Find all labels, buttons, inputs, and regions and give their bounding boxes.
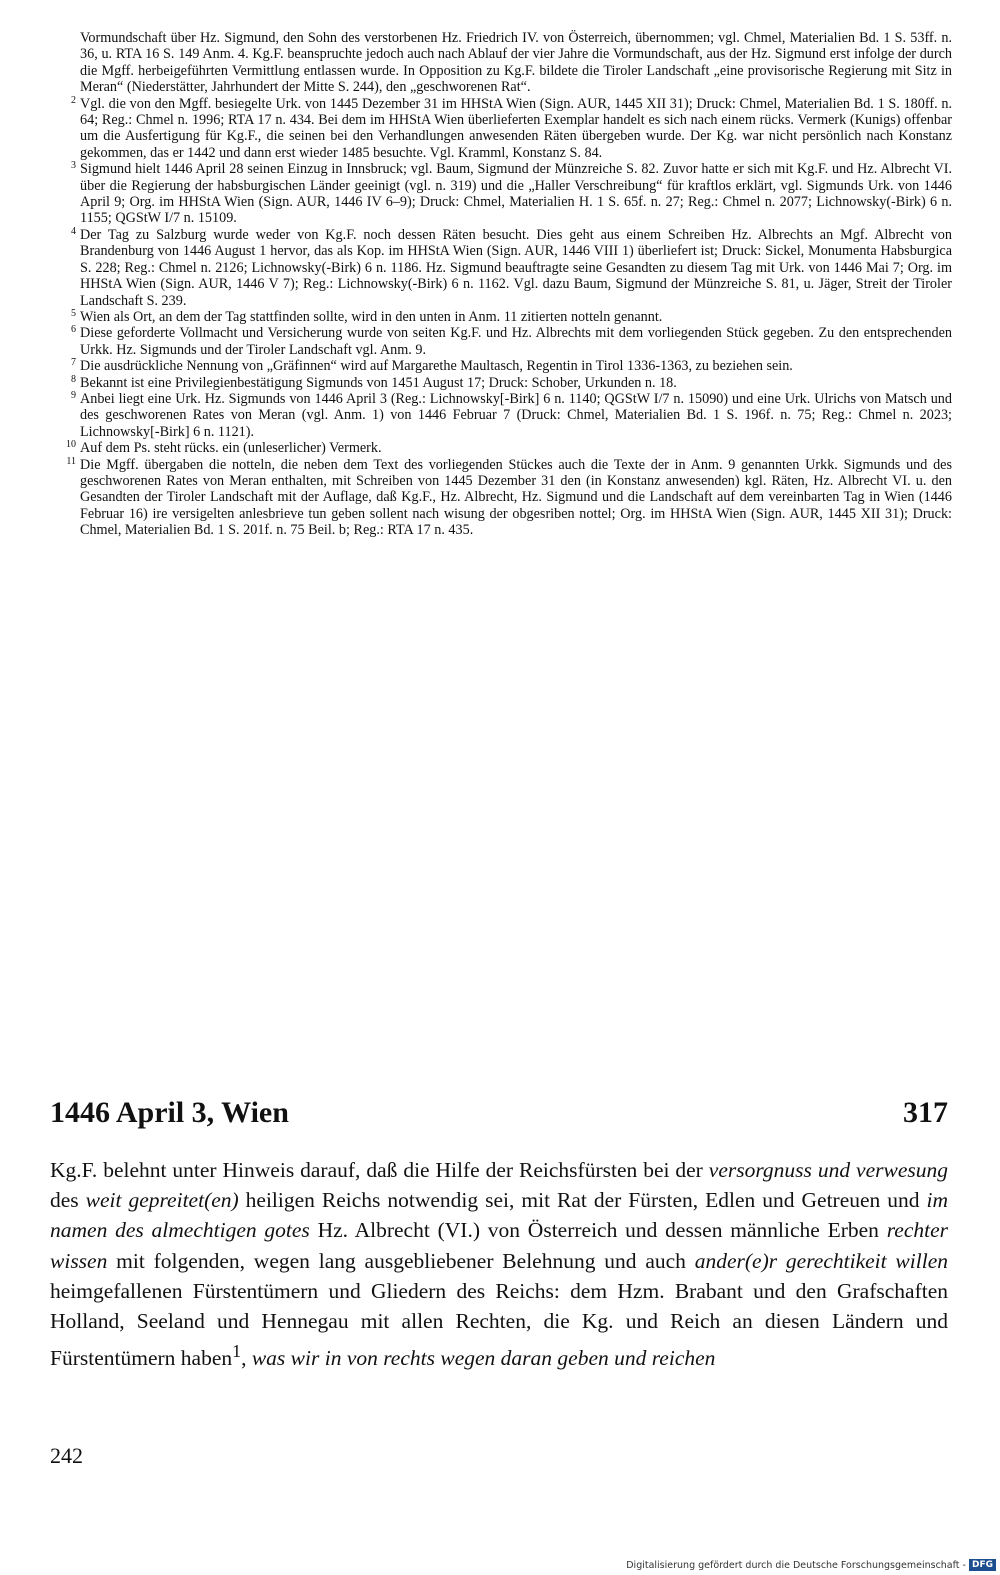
- regest-quote: versorgnuss und verwesung: [708, 1158, 948, 1182]
- footnote: [62, 309, 952, 325]
- footnote-number: 7: [71, 357, 76, 369]
- footnote-number: 8: [71, 373, 76, 385]
- footnote-text: Diese geforderte Vollmacht und Versicherung wurde von seiten Kg.F. und Hz. Albrechts mit dem vorliegenden Stück gegeben. Zu den entsprechenden Urkk. Hz. Sigmunds und der Tiroler Landschaft vgl. Anm. 9.: [80, 325, 952, 358]
- regest-part: ,: [241, 1346, 252, 1371]
- footnote-number: 4: [71, 225, 76, 237]
- footnote-list: [62, 96, 952, 539]
- regest-quote: ander(e)r gerechtikeit willen: [694, 1248, 948, 1273]
- footnote-text: Bekannt ist eine Privilegienbestätigung Sigmunds von 1451 August 17; Druck: Schober, Urkunden n. 18.: [80, 374, 677, 391]
- regest-text: [50, 1155, 948, 1374]
- digitization-text: Digitalisierung gefördert durch die Deutsche Forschungsgemeinschaft -: [626, 1559, 966, 1571]
- digitization-credit: [626, 1559, 996, 1571]
- footnote-number: 5: [71, 307, 76, 319]
- footnote: [62, 440, 952, 456]
- document-heading: [50, 1096, 948, 1130]
- footnote-number: 10: [66, 439, 76, 451]
- footnote: [62, 96, 952, 162]
- footnote-continuation: Vormundschaft über Hz. Sigmund, den Sohn des verstorbenen Hz. Friedrich IV. von Österreich, übernommen; vgl. Chmel, Materialien Bd. 1 S. 53ff. n. 36, u. RTA 16 S. 149 Anm. 4. Kg.F. beanspruchte jedoch auch nach Ablauf der vier Jahre die Vormundschaft, aus der Hz. Sigmund erst infolge der durch die Mgff. herbeigeführten Vermittlung entlassen wurde. In Opposition zu Kg.F. bildete die Tiroler Landschaft „eine provisorische Regierung mit Sitz in Meran“ (Niederstätter, Jahrhundert der Mitte S. 244), den „geschworenen Rat“.: [80, 30, 952, 96]
- regest-quote: weit gepreitet(en): [85, 1188, 239, 1213]
- footnote: [62, 391, 952, 440]
- regest-part: mit folgenden, wegen lang ausgebliebener Belehnung und auch: [107, 1248, 695, 1273]
- footnote: [62, 161, 952, 227]
- heading-date-place: 1446 April 3, Wien: [50, 1096, 289, 1129]
- footnote: [62, 325, 952, 358]
- regest-quote: im namen des almechtigen gotes: [50, 1188, 948, 1243]
- footnote-text: Sigmund hielt 1446 April 28 seinen Einzug in Innsbruck; vgl. Baum, Sigmund der Münzreiche S. 82. Zuvor hatte er sich mit Kg.F. und Hz. Albrecht VI. über die Regierung der habsburgischen Länder geeinigt (vgl. n. 319) und die „Haller Verschreibung“ für kraftlos erklärt, vgl. Sigmunds Urk. von 1446 April 9; Org. im HHStA Wien (Sign. AUR, 1446 IV 6–9); Druck: Chmel, Materialien H. 1 S. 65f. n. 27; Reg.: Chmel n. 2077; Lichnowsky(-Birk) 6 n. 1155; QGStW I/7 n. 15109.: [80, 161, 952, 227]
- footnote: [62, 375, 952, 391]
- regest-part: heimgefallenen Fürstentümern und Gliedern des Reichs: dem Hzm. Brabant und den Grafschaften Holland, Seeland und Hennegau mit allen Rechten, die Kg. und Reich an diesen Ländern und Fürstentümern haben: [50, 1278, 948, 1371]
- regest-part: Hz. Albrecht (VI.) von Österreich und dessen männliche Erben: [309, 1218, 887, 1243]
- footnote-text: Wien als Ort, an dem der Tag stattfinden sollte, wird in den unten in Anm. 11 zitierten notteln genannt.: [80, 308, 663, 325]
- dfg-logo-icon: DFG: [969, 1559, 996, 1571]
- regest-part: Kg.F. belehnt unter Hinweis darauf, daß die Hilfe der Reichsfürsten bei der: [50, 1158, 709, 1182]
- page-number: 242: [50, 1443, 83, 1468]
- footnote-number: 11: [66, 455, 76, 467]
- footnote: [62, 227, 952, 309]
- footnote-text: Auf dem Ps. steht rücks. ein (unleserlicher) Vermerk.: [80, 440, 382, 457]
- footnote: [62, 457, 952, 539]
- footnote-number: 3: [71, 160, 76, 172]
- footnote-number: 6: [71, 324, 76, 336]
- footnote-block: [62, 30, 952, 539]
- regest-part: heiligen Reichs notwendig sei, mit Rat der Fürsten, Edlen und Getreuen und: [238, 1188, 927, 1213]
- heading-number: 317: [903, 1096, 948, 1129]
- regest-quote: rechter wissen: [50, 1218, 948, 1273]
- footnote-text: Anbei liegt eine Urk. Hz. Sigmunds von 1446 April 3 (Reg.: Lichnowsky[-Birk] 6 n. 1140; QGStW I/7 n. 15090) und eine Urk. Ulrichs von Matsch und des geschworenen Rates von Meran (vgl. Anm. 1) von 1446 Februar 7 (Druck: Chmel, Materialien Bd. 1 S. 196f. n. 75; Reg.: Chmel n. 2023; Lichnowsky[-Birk] 6 n. 1121).: [80, 390, 952, 440]
- footnote-number: 2: [71, 94, 76, 106]
- footnote-number: 9: [71, 389, 76, 401]
- footnote-ref[interactable]: 1: [232, 1341, 242, 1362]
- regest-quote: was wir in von rechts wegen daran geben und reichen: [251, 1346, 716, 1371]
- footnote-text: Die ausdrückliche Nennung von „Gräfinnen“ wird auf Margarethe Maultasch, Regentin in Tirol 1336-1363, zu beziehen sein.: [80, 358, 793, 375]
- footnote-text: Der Tag zu Salzburg wurde weder von Kg.F. noch dessen Räten besucht. Dies geht aus einem Schreiben Hz. Albrechts an Mgf. Albrecht von Brandenburg von 1446 August 1 hervor, das als Kop. im HHStA Wien (Sign. AUR, 1446 VIII 1) überliefert ist; Druck: Sickel, Monumenta Habsburgica S. 228; Reg.: Chmel n. 2126; Lichnowsky(-Birk) 6 n. 1186. Hz. Sigmund beauftragte seine Gesandten zu diesem Tag mit Urk. von 1446 Mai 7; Org. im HHStA Wien (Sign. AUR, 1446 V 7); Reg.: Lichnowsky(-Birk) 6 n. 1162. Vgl. dazu Baum, Sigmund der Münzreiche S. 81, u. Jäger, Streit der Tiroler Landschaft S. 239.: [80, 226, 952, 309]
- footnote: [62, 358, 952, 374]
- footnote-text: Vgl. die von den Mgff. besiegelte Urk. von 1445 Dezember 31 im HHStA Wien (Sign. AUR, 1445 XII 31); Druck: Chmel, Materialien Bd. 1 S. 180ff. n. 64; Reg.: Chmel n. 1996; RTA 17 n. 434. Bei dem im HHStA Wien überlieferten Exemplar handelt es sich nach einem rücks. Vermerk (Kunigs) offenbar um die Ausfertigung für Kg.F., die seinen bei den Verhandlungen anwesenden Räten übergeben wurde. Der Kg. war nicht persönlich nach Konstanz gekommen, das er 1442 und dann erst wieder 1485 besuchte. Vgl. Kramml, Konstanz S. 84.: [80, 95, 952, 161]
- regest-part: des: [50, 1188, 86, 1213]
- footnote-text: Die Mgff. übergaben die notteln, die neben dem Text des vorliegenden Stückes auch die Texte der in Anm. 9 genannten Urkk. Sigmunds und des geschworenen Rates von Meran enthalten, mit Schreiben von 1445 Dezember 31 den (in Konstanz anwesenden) kgl. Räten, Hz. Albrecht VI. u. den Gesandten der Tiroler Landschaft mit der Auflage, daß Kg.F., Hz. Albrecht, Hz. Sigmund und die Landschaft auf dem vereinbarten Tag in Wien (1446 Februar 16) ire versigelten anlesbrieve tun geben sollent nach wisung der obgesriben nottel; Org. im HHStA Wien (Sign. AUR, 1445 XII 31); Druck: Chmel, Materialien Bd. 1 S. 201f. n. 75 Beil. b; Reg.: RTA 17 n. 435.: [80, 456, 952, 539]
